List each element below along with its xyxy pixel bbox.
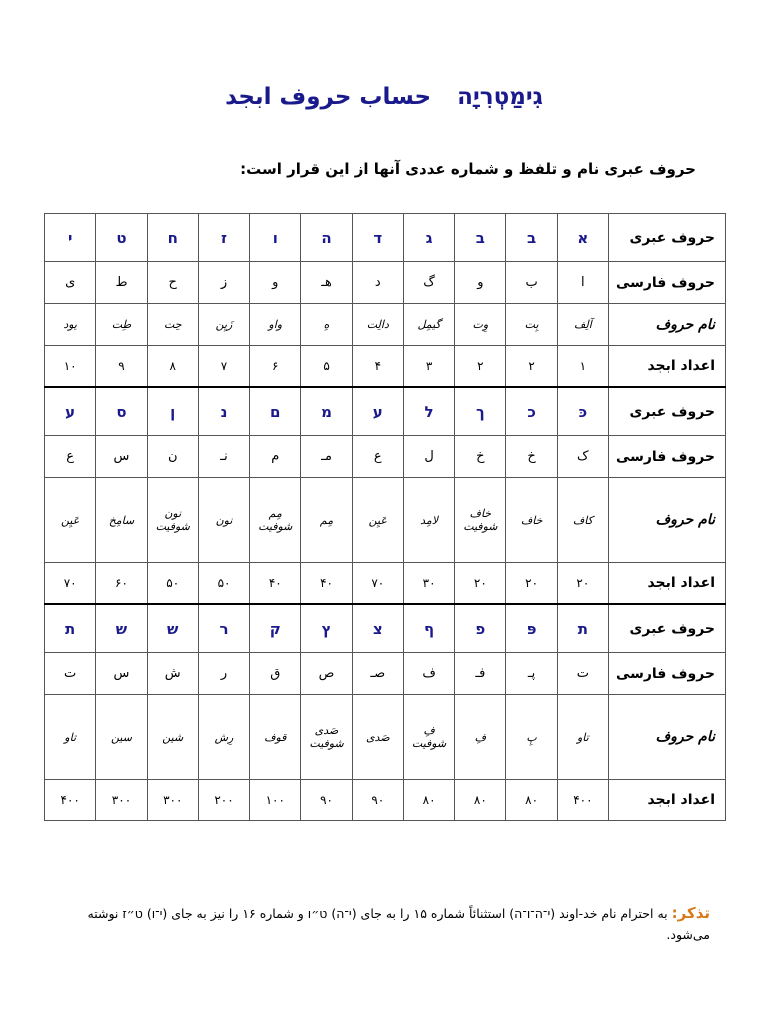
letter-name-line: سین [111, 730, 132, 744]
abjad-value-cell: ٢٠ [557, 563, 608, 605]
letter-name-line: شوفیت [258, 520, 293, 533]
persian-letter-cell: پـ [506, 653, 557, 695]
row-label: نام حروف [609, 478, 726, 563]
letter-name-line: شوفیت [463, 520, 498, 533]
abjad-value-cell: ۵٠ [198, 563, 249, 605]
letter-name-cell [352, 695, 403, 780]
row-abjad-group-3 [45, 780, 726, 821]
letter-name-cell [198, 478, 249, 563]
abjad-value-cell: ٨٠ [403, 780, 454, 821]
hebrew-letter-cell: ק [250, 604, 301, 653]
hebrew-letter-cell: י [45, 214, 96, 262]
abjad-value-cell: ٩ [96, 346, 147, 388]
hebrew-letter-cell: ת [45, 604, 96, 653]
letter-name-line: مِم [319, 513, 334, 527]
note-label: تذکر: [671, 904, 710, 922]
persian-letter-cell: ف [403, 653, 454, 695]
letter-name-line: پِ [526, 730, 537, 744]
letter-name-cell [352, 304, 403, 346]
hebrew-letter-cell: ן [147, 387, 198, 436]
hebrew-letter-cell: ד [352, 214, 403, 262]
letter-name-line: شوفیت [155, 520, 190, 533]
row-label: حروف عبری [609, 214, 726, 262]
abjad-value-cell: ۴ [352, 346, 403, 388]
persian-letter-cell: ل [403, 436, 454, 478]
abjad-value-cell: ٨٠ [455, 780, 506, 821]
abjad-value-cell: ٨ [147, 346, 198, 388]
hebrew-letter-cell: ב [455, 214, 506, 262]
letter-name-line: نون [215, 513, 233, 527]
persian-letter-cell: ط [96, 262, 147, 304]
row-names-group-1 [45, 304, 726, 346]
persian-letter-cell: ش [147, 653, 198, 695]
letter-name-cell [557, 304, 608, 346]
abjad-value-cell: ۴٠٠ [45, 780, 96, 821]
row-label: اعداد ابجد [609, 780, 726, 821]
hebrew-letter-cell: ע [45, 387, 96, 436]
letter-name-cell [301, 304, 352, 346]
letter-name-line: طِت [111, 318, 132, 331]
hebrew-letter-cell: כ [506, 387, 557, 436]
persian-letter-cell: ر [198, 653, 249, 695]
title-hebrew: גִימַטְרִיָה [457, 84, 543, 110]
letter-name-line: لامِد [420, 513, 439, 527]
letter-name-line: شوفیت [309, 737, 344, 750]
persian-letter-cell: ی [45, 262, 96, 304]
abjad-value-cell: ٢ [506, 346, 557, 388]
letter-name-cell [250, 695, 301, 780]
row-persian-group-3 [45, 653, 726, 695]
letter-name-cell [403, 695, 454, 780]
row-label: حروف فارسی [609, 653, 726, 695]
letter-name-cell [147, 478, 198, 563]
letter-name-cell [96, 695, 147, 780]
persian-letter-cell: ک [557, 436, 608, 478]
letter-name-line: قوف [264, 730, 287, 744]
persian-letter-cell: ع [45, 436, 96, 478]
letter-name-line: آلِف [573, 318, 592, 331]
persian-letter-cell: ز [198, 262, 249, 304]
abjad-value-cell: ۶ [250, 346, 301, 388]
letter-name-line: رِش [214, 730, 234, 744]
letter-name-line: گیمِل [417, 318, 441, 331]
abjad-value-cell: ١ [557, 346, 608, 388]
letter-name-cell [403, 304, 454, 346]
persian-letter-cell: س [96, 653, 147, 695]
hebrew-letter-cell: ם [250, 387, 301, 436]
abjad-value-cell: ٢٠ [506, 563, 557, 605]
row-persian-group-2 [45, 436, 726, 478]
letter-name-line: تاو [64, 730, 77, 744]
hebrew-letter-cell: ף [403, 604, 454, 653]
abjad-value-cell: ٢٠٠ [198, 780, 249, 821]
letter-name-cell [250, 304, 301, 346]
persian-letter-cell: ح [147, 262, 198, 304]
letter-name-cell [455, 304, 506, 346]
hebrew-letter-cell: פּ [506, 604, 557, 653]
letter-name-line: کاف [572, 513, 593, 527]
letter-name-cell [557, 478, 608, 563]
abjad-value-cell: ۴٠٠ [557, 780, 608, 821]
abjad-table [44, 213, 726, 821]
letter-name-cell [455, 478, 506, 563]
hebrew-letter-cell: ז [198, 214, 249, 262]
letter-name-cell [198, 695, 249, 780]
letter-name-cell [147, 304, 198, 346]
letter-name-line: هِ [323, 318, 330, 331]
persian-letter-cell: ق [250, 653, 301, 695]
abjad-value-cell: ٧ [198, 346, 249, 388]
letter-name-line: بِت [524, 318, 539, 331]
abjad-value-cell: ٩٠ [301, 780, 352, 821]
hebrew-letter-cell: פ [455, 604, 506, 653]
abjad-value-cell: ٧٠ [352, 563, 403, 605]
row-label: حروف فارسی [609, 436, 726, 478]
abjad-value-cell: ١٠ [45, 346, 96, 388]
title-persian: حساب حروف ابجد [225, 84, 432, 110]
persian-letter-cell: هـ [301, 262, 352, 304]
persian-letter-cell: نـ [198, 436, 249, 478]
abjad-value-cell: ۴٠ [250, 563, 301, 605]
letter-name-line: حِت [163, 318, 182, 331]
row-label: حروف عبری [609, 604, 726, 653]
letter-name-cell [301, 478, 352, 563]
abjad-value-cell: ٢ [455, 346, 506, 388]
row-names-group-2 [45, 478, 726, 563]
letter-name-line: فِ [474, 730, 487, 744]
persian-letter-cell: خ [455, 436, 506, 478]
letter-name-cell [403, 478, 454, 563]
abjad-value-cell: ۴٠ [301, 563, 352, 605]
letter-name-cell [96, 478, 147, 563]
letter-name-cell [198, 304, 249, 346]
abjad-value-cell: ٣٠ [403, 563, 454, 605]
letter-name-line: شین [162, 730, 184, 744]
letter-name-line: خاف [469, 507, 492, 520]
page-title [0, 84, 768, 118]
letter-name-line: نون [164, 507, 182, 520]
letter-name-cell [506, 695, 557, 780]
persian-letter-cell: ن [147, 436, 198, 478]
hebrew-letter-cell: כּ [557, 387, 608, 436]
letter-name-cell [557, 695, 608, 780]
abjad-value-cell: ٢٠ [455, 563, 506, 605]
row-label: نام حروف [609, 304, 726, 346]
letter-name-cell [45, 478, 96, 563]
abjad-value-cell: ٣٠٠ [147, 780, 198, 821]
hebrew-letter-cell: ע [352, 387, 403, 436]
persian-letter-cell: ص [301, 653, 352, 695]
persian-letter-cell: م [250, 436, 301, 478]
letter-name-cell [506, 478, 557, 563]
note [62, 903, 710, 945]
hebrew-letter-cell: ש [147, 604, 198, 653]
hebrew-letter-cell: צ [352, 604, 403, 653]
row-names-group-3 [45, 695, 726, 780]
persian-letter-cell: مـ [301, 436, 352, 478]
hebrew-letter-cell: ר [198, 604, 249, 653]
persian-letter-cell: صـ [352, 653, 403, 695]
hebrew-letter-cell: א [557, 214, 608, 262]
hebrew-letter-cell: ת [557, 604, 608, 653]
letter-name-line: دالِت [366, 318, 389, 331]
abjad-value-cell: ۶٠ [96, 563, 147, 605]
persian-letter-cell: خ [506, 436, 557, 478]
letter-name-cell [45, 695, 96, 780]
letter-name-cell [506, 304, 557, 346]
letter-name-line: عَیِن [61, 513, 80, 527]
hebrew-letter-cell: ש [96, 604, 147, 653]
persian-letter-cell: و [250, 262, 301, 304]
hebrew-letter-cell: ך [455, 387, 506, 436]
hebrew-letter-cell: ט [96, 214, 147, 262]
letter-name-line: واو [268, 318, 283, 331]
row-label: اعداد ابجد [609, 346, 726, 388]
persian-letter-cell: د [352, 262, 403, 304]
letter-name-cell [455, 695, 506, 780]
letter-name-cell [250, 478, 301, 563]
persian-letter-cell: گ [403, 262, 454, 304]
hebrew-letter-cell: ל [403, 387, 454, 436]
abjad-value-cell: ٩٠ [352, 780, 403, 821]
letter-name-line: وِت [472, 318, 489, 331]
hebrew-letter-cell: ה [301, 214, 352, 262]
row-persian-group-1 [45, 262, 726, 304]
letter-name-line: سامِخ [108, 513, 135, 527]
row-hebrew-group-3 [45, 604, 726, 653]
persian-letter-cell: فـ [455, 653, 506, 695]
hebrew-letter-cell: ץ [301, 604, 352, 653]
letter-name-line: عَیِن [368, 513, 387, 527]
persian-letter-cell: و [455, 262, 506, 304]
hebrew-letter-cell: ג [403, 214, 454, 262]
letter-name-cell [352, 478, 403, 563]
abjad-value-cell: ۵ [301, 346, 352, 388]
persian-letter-cell: ت [557, 653, 608, 695]
abjad-value-cell: ١٠٠ [250, 780, 301, 821]
hebrew-letter-cell: ס [96, 387, 147, 436]
letter-name-cell [301, 695, 352, 780]
persian-letter-cell: س [96, 436, 147, 478]
letter-name-line: زَیِن [215, 318, 233, 331]
persian-letter-cell: ت [45, 653, 96, 695]
persian-letter-cell: ب [506, 262, 557, 304]
persian-letter-cell: ع [352, 436, 403, 478]
abjad-value-cell: ٧٠ [45, 563, 96, 605]
letter-name-line: مِم [268, 507, 282, 520]
row-hebrew-group-2 [45, 387, 726, 436]
letter-name-line: خاف [520, 513, 543, 527]
abjad-value-cell: ٣٠٠ [96, 780, 147, 821]
hebrew-letter-cell: ו [250, 214, 301, 262]
row-hebrew-group-1 [45, 214, 726, 262]
row-label: نام حروف [609, 695, 726, 780]
row-abjad-group-2 [45, 563, 726, 605]
row-label: حروف عبری [609, 387, 726, 436]
persian-letter-cell: ا [557, 262, 608, 304]
letter-name-line: تاو [577, 730, 589, 744]
letter-name-cell [147, 695, 198, 780]
letter-name-cell [45, 304, 96, 346]
row-abjad-group-1 [45, 346, 726, 388]
hebrew-letter-cell: ב [506, 214, 557, 262]
hebrew-letter-cell: נ [198, 387, 249, 436]
intro-text: حروف عبری نام و تلفظ و شماره عددی آنها از این قرار است: [240, 160, 696, 178]
hebrew-letter-cell: מ [301, 387, 352, 436]
letter-name-cell [96, 304, 147, 346]
letter-name-line: صَدی [365, 730, 390, 744]
letter-name-line: فِ [423, 724, 435, 737]
letter-name-line: صَدی [314, 724, 339, 737]
abjad-value-cell: ۵٠ [147, 563, 198, 605]
letter-name-line: یود [63, 318, 77, 331]
row-label: اعداد ابجد [609, 563, 726, 605]
hebrew-letter-cell: ח [147, 214, 198, 262]
note-text: به احترام نام خد-اوند (י־ה־ו־ה) استثنائاً شماره ١۵ را به جای (י־ה) ט״ו و شماره ١۶ را نیز به جای (י־ו) ט״ז نوشته می‌شود. [87, 906, 710, 942]
letter-name-line: شوفیت [411, 737, 447, 750]
row-label: حروف فارسی [609, 262, 726, 304]
abjad-value-cell: ٨٠ [506, 780, 557, 821]
abjad-value-cell: ٣ [403, 346, 454, 388]
